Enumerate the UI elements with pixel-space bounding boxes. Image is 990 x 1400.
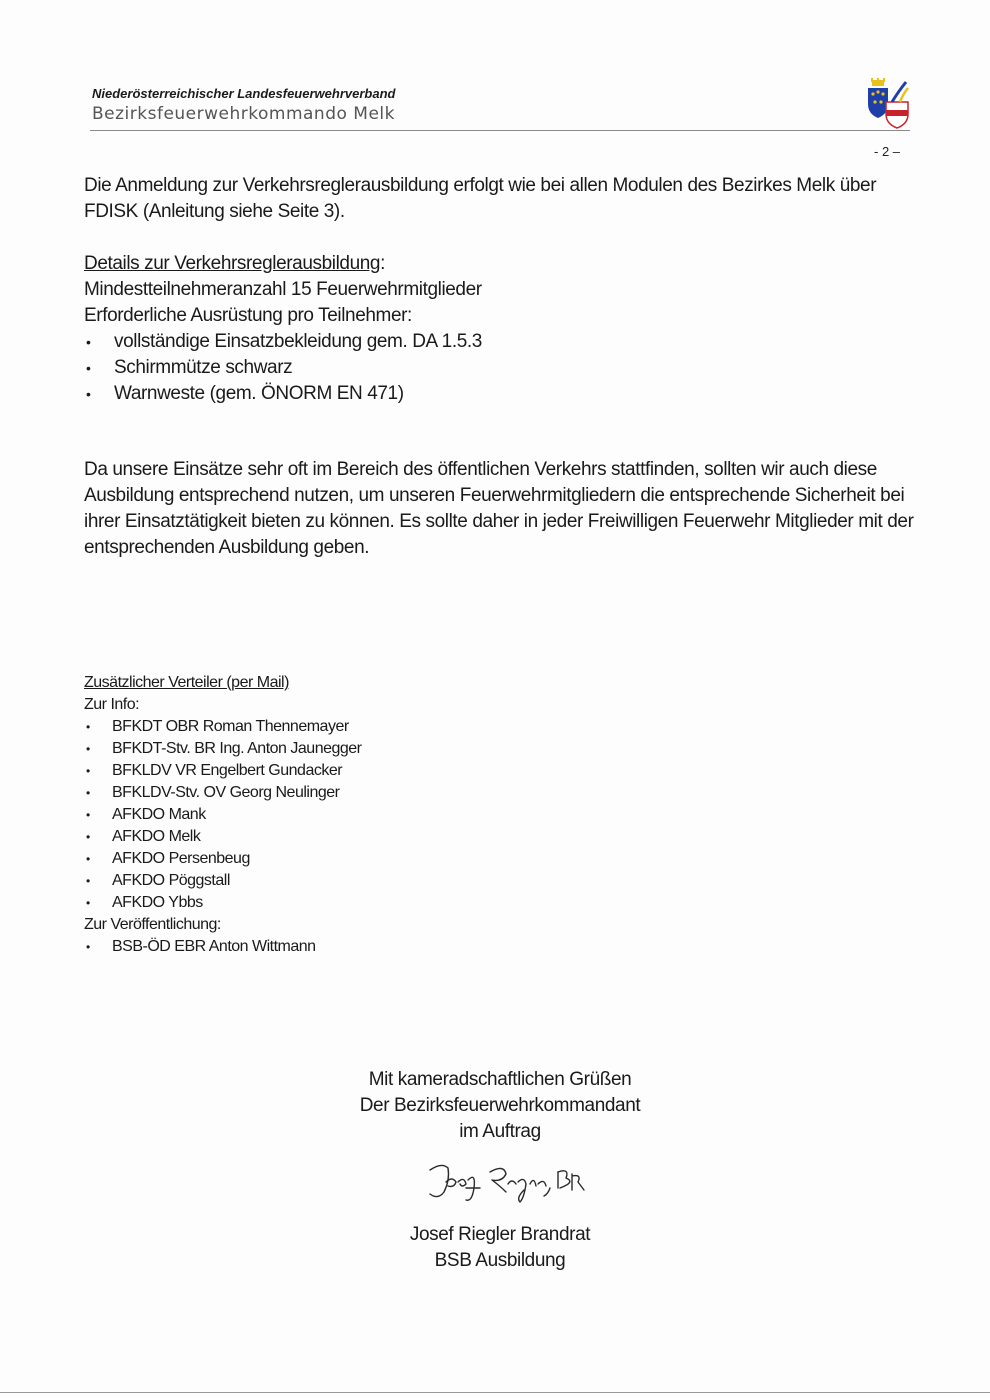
list-item: • BSB-ÖD EBR Anton Wittmann bbox=[84, 936, 584, 958]
publication-label: Zur Veröffentlichung: bbox=[84, 916, 221, 933]
letterhead bbox=[92, 86, 910, 124]
district-name: Bezirksfeuerwehrkommando Melk bbox=[92, 104, 395, 124]
list-item: • Warnweste (gem. ÖNORM EN 471) bbox=[84, 381, 914, 407]
signer-name: Josef Riegler Brandrat bbox=[409, 1224, 591, 1245]
closing-title: Der Bezirksfeuerwehrkommandant bbox=[359, 1095, 641, 1116]
closing-greeting: Mit kameradschaftlichen Grüßen bbox=[368, 1069, 632, 1090]
list-item: • AFKDO Mank bbox=[84, 804, 584, 826]
reasoning-paragraph: Da unsere Einsätze sehr oft im Bereich des öffentlichen Verkehrs stattfinden, sollten wir auch diese Ausbildung entsprechend nutzen, um unseren Feuerwehrmitgliedern die entsprechende Sicherheit bei ihrer Einsatztätigkeit bieten zu können. Es sollte daher in jeder Freiwilligen Feuerwehr Mitglieder mit der entsprechenden Ausbildung geben. bbox=[84, 459, 914, 558]
closing-block bbox=[330, 1067, 670, 1145]
list-item: • AFKDO Melk bbox=[84, 826, 584, 848]
closing-on-behalf: im Auftrag bbox=[459, 1121, 541, 1142]
header-divider bbox=[90, 130, 910, 131]
details-heading-line bbox=[84, 251, 914, 277]
info-recipients bbox=[84, 716, 584, 914]
info-label: Zur Info: bbox=[84, 696, 140, 713]
list-item: • AFKDO Persenbeug bbox=[84, 848, 584, 870]
coat-of-arms-icon bbox=[862, 78, 912, 130]
details-heading: Details zur Verkehrsreglerausbildung bbox=[84, 253, 381, 274]
organization-name: Niederösterreichischer Landesfeuerwehrverband bbox=[92, 86, 396, 101]
publication-recipients bbox=[84, 936, 584, 958]
distribution-list bbox=[84, 672, 584, 958]
registration-paragraph: Die Anmeldung zur Verkehrsreglerausbildung erfolgt wie bei allen Modulen des Bezirkes Melk über FDISK (Anleitung siehe Seite 3). bbox=[84, 175, 877, 222]
signer-block bbox=[330, 1222, 670, 1274]
page-bottom-edge bbox=[0, 1392, 990, 1393]
list-item: • AFKDO Ybbs bbox=[84, 892, 584, 914]
details-heading-colon: : bbox=[380, 253, 385, 274]
distribution-heading: Zusätzlicher Verteiler (per Mail) bbox=[84, 674, 289, 691]
list-item: • BFKLDV-Stv. OV Georg Neulinger bbox=[84, 782, 584, 804]
list-item: • BFKLDV VR Engelbert Gundacker bbox=[84, 760, 584, 782]
handwritten-signature bbox=[420, 1158, 590, 1208]
list-item: • Schirmmütze schwarz bbox=[84, 355, 914, 381]
equipment-list bbox=[84, 329, 914, 407]
list-item: • AFKDO Pöggstall bbox=[84, 870, 584, 892]
minimum-participants: Mindestteilnehmeranzahl 15 Feuerwehrmitglieder bbox=[84, 279, 482, 300]
signer-role: BSB Ausbildung bbox=[434, 1250, 566, 1271]
training-details bbox=[84, 251, 914, 407]
list-item: • vollständige Einsatzbekleidung gem. DA 1.5.3 bbox=[84, 329, 914, 355]
list-item: • BFKDT OBR Roman Thennemayer bbox=[84, 716, 584, 738]
list-item: • BFKDT-Stv. BR Ing. Anton Jaunegger bbox=[84, 738, 584, 760]
equipment-intro: Erforderliche Ausrüstung pro Teilnehmer: bbox=[84, 305, 412, 326]
page-number: - 2 – bbox=[874, 144, 901, 159]
